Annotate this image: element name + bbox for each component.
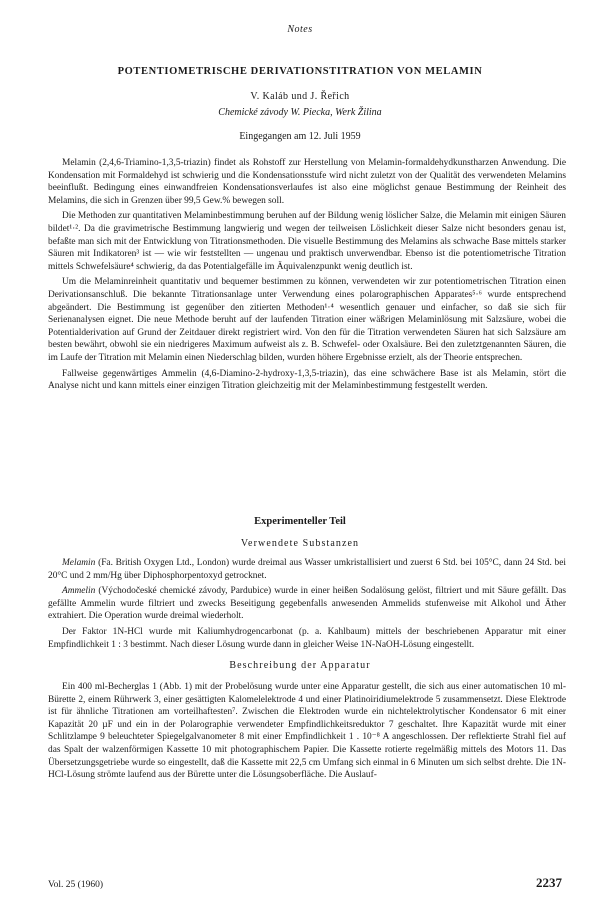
apparatus-section xyxy=(48,681,566,785)
substance-name: Ammelin xyxy=(62,586,96,597)
intro-paragraph: Die Methoden zur quantitativen Melaminbestimmung beruhen auf der Bildung wenig löslicher Salze, die Melamin mit einigen Säuren bildet¹·². Da die gravimetrische Bestimmung langwierig und wegen der teilweisen Löslichkeit dieser Salze nicht besonders genau ist, befaßte man sich mit der Entwicklung von Titrationsmethoden. Die visuelle Bestimmung des Melamins als schwache Base mittels starker Säuren mit Indikatoren³ ist — wie wir feststellten — ungenau und praktisch unverwendbar. Ebenso ist die potentiometrische Titration mittels Schwefelsäure⁴ schwierig, da das Potentialgefälle im Äquivalenzpunkt wenig deutlich ist. xyxy=(48,211,566,272)
running-head: Notes xyxy=(287,24,313,35)
substance-text: Der Faktor 1N-HCl wurde mit Kaliumhydrogencarbonat (p. a. Kahlbaum) mittels der beschriebenen Apparatur mit einer Empfindlichkeit 1 : 3 bestimmt. Nach dieser Lösung wurde dann in gleicher Weise 1N-NaOH-Lösung eingestellt. xyxy=(48,626,566,650)
page-number: 2237 xyxy=(536,875,562,890)
article-affiliation: Chemické závody W. Piecka, Werk Žilina xyxy=(218,107,382,118)
substance-paragraph xyxy=(48,585,566,623)
substance-name: Melamin xyxy=(62,558,96,568)
experimental-heading: Experimenteller Teil xyxy=(254,516,346,527)
intro-paragraph: Fallweise gegenwärtiges Ammelin (4,6-Diamino-2-hydroxy-1,3,5-triazin), das eine schwächere Base ist als Melamin, stört die Analyse nicht und kann mittels einer einzigen Titration gleichzeitig mit der Melaminbestimmung festgestellt werden. xyxy=(48,368,566,392)
intro-paragraph: Melamin (2,4,6-Triamino-1,3,5-triazin) findet als Rohstoff zur Herstellung von Melamin-formaldehydkunstharzen Anwendung. Die Kondensation mit Formaldehyd ist schwierig und die Kondensationsstufe wird nicht zuletzt von der Qualität des verwendeten Melamins beeinflußt. Bedingung eines einwandfreien Kondensationsverlaufes ist also eine möglichst genaue Bestimmung der Reinheit des Melamins, die sich in Grenzen über 99,5 Gew.% bewegen soll. xyxy=(48,158,566,206)
article-authors: V. Kaláb und J. Řeřich xyxy=(250,91,350,102)
journal-volume: Vol. 25 (1960) xyxy=(48,880,103,890)
substance-text: (Východočeské chemické závody, Pardubice) wurde in einer heißen Sodalösung gelöst, filtriert und mit Säure gefällt. Das gefällte Ammelin wurde filtriert und zwecks Beseitigung gegebenfalls anwesenden Ammelids stufenweise mit Alkohol und Äther extrahiert. Die Operation wurde dreimal wiederholt. xyxy=(48,586,566,622)
substances-section xyxy=(48,557,566,654)
apparatus-heading: Beschreibung der Apparatur xyxy=(229,660,371,671)
substance-paragraph xyxy=(48,557,566,582)
substances-heading: Verwendete Substanzen xyxy=(240,538,360,549)
substance-text: (Fa. British Oxygen Ltd., London) wurde dreimal aus Wasser umkristallisiert und zuerst 6 Std. bei 105°C, dann 24 Std. bei 20°C und 2 mm/Hg über Diphosphorpentoxyd getrocknet. xyxy=(48,558,566,581)
substance-paragraph xyxy=(48,626,566,651)
intro-paragraph: Um die Melaminreinheit quantitativ und bequemer bestimmen zu können, verwendeten wir zur potentiometrischen Titration einen Derivationsanschluß. Die bekannte Titrationsanlage unter Verwendung eines polarographischen Apparates⁵·⁶ wurde entsprechend abgeändert. Die Bestimmung ist gegenüber den zitierten Methoden¹·⁴ wesentlich genauer und einfacher, so daß sie sich für Serienanalysen eignet. Die neue Methode beruht auf der laufenden Titration einer wäßrigen Melaminlösung mit Salzsäure, wobei die Potentialderivation auf Grund der Zeitdauer direkt registriert wird. Von den für die Titration verwendeten Säuren hat sich Salzsäure am besten bewährt, obwohl sie ein niedrigeres Maximum aufweist als z. B. Schwefel- oder Oxalsäure. Bei den zuletztgenannten Säuren, die im Laufe der Titration mit Melamin einen Niederschlag bilden, wurden höhere Ergebnisse erzielt, als der Theorie entsprechen. xyxy=(48,277,566,363)
article-title: POTENTIOMETRISCHE DERIVATIONSTITRATION VON MELAMIN xyxy=(117,66,483,77)
received-date: Eingegangen am 12. Juli 1959 xyxy=(239,131,361,142)
intro-section xyxy=(48,157,566,396)
apparatus-paragraph: Ein 400 ml-Becherglas 1 (Abb. 1) mit der Probelösung wurde unter eine Apparatur gestellt, die sich aus einer automatischen 10 ml-Bürette 2, einem Rührwerk 3, einer gesättigten Kalomelelektrode 4 und einer Platinoiridiumelektrode 5 zusammensetzt. Diese Elektrode ist für ähnliche Titrationen am vorteilhaftesten⁷. Zwischen die Elektroden wurde ein nichtelektrolytischer Kondensator 6 mit einer Kapazität 20 µF und ein in der Polarographie verwendeter Empfindlichkeitsreduktor 7 geschaltet. Ihre Kapazität wurde mit einer Schlitzlampe 9 beleuchteter Spiegelgalvanometer 8 mit einer Empfindlichkeit 1 . 10⁻⁸ A angeschlossen. Der reflektierte Strahl fiel auf das Spalt der walzenförmigen Kassette 10 mit photographischem Papier. Die Kassette rotierte regelmäßig mittels des Motors 11. Das Übersetzungsgetriebe wurde so eingestellt, daß die Kassette mit 22,5 cm Umfang sich einmal in 6 Minuten um sich selbst drehte. Die 1N-HCl-Lösung strömte laufend aus der Bürette unter die Lösungsoberfläche. Die Auslauf- xyxy=(48,682,566,781)
